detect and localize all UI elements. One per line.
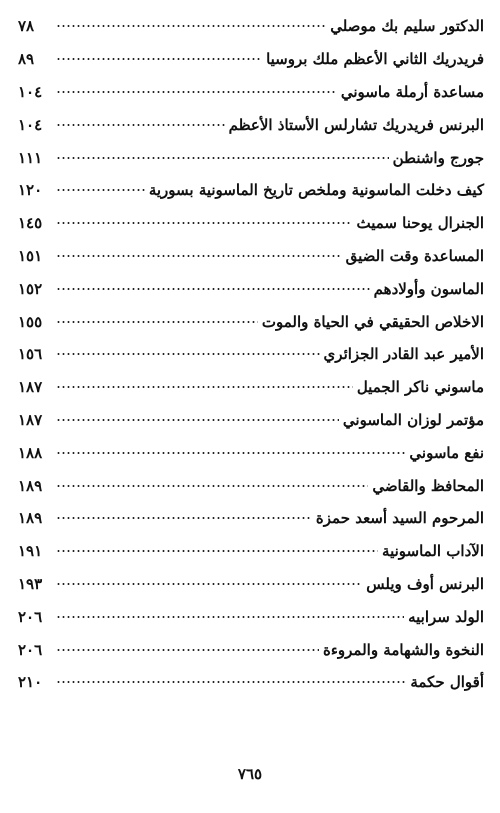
toc-title: الأمير عبد القادر الجزائري [323,345,484,364]
toc-title: المساعدة وقت الضيق [345,246,484,265]
toc-entry [18,240,484,273]
toc-entry [18,305,484,338]
toc-title: نفع ماسوني [409,443,484,462]
dot-leader [56,183,145,197]
toc-entry [18,404,484,437]
toc-title: البرنس فريدريك تشارلس الأستاذ الأعظم [228,115,484,134]
table-of-contents [18,10,484,699]
toc-page-number: ١٩١ [18,542,43,561]
toc-entry [18,666,484,699]
toc-page-number: ٢٠٦ [18,607,43,626]
dot-leader [56,151,389,165]
dot-leader [56,315,258,329]
toc-title: كيف دخلت الماسونية وملخص تاريخ الماسونية بسورية [148,181,484,200]
toc-entry [18,174,484,207]
dot-leader [56,118,225,132]
toc-page-number: ١٥٦ [18,345,43,364]
dot-leader [56,347,320,361]
toc-title: الجنرال يوحنا سميث [356,214,484,233]
toc-page-number: ١٠٤ [18,82,43,101]
toc-title: جورج واشنطن [392,148,484,167]
toc-title: أقوال حكمة [410,673,484,692]
dot-leader [56,413,339,427]
toc-page-number: ١٢٠ [18,181,43,200]
toc-title: البرنس أوف ويلس [366,574,484,593]
toc-entry [18,535,484,568]
dot-leader [56,511,312,525]
toc-page-number: ٨٩ [18,50,35,69]
dot-leader [56,577,362,591]
toc-title: الدكتور سليم بك موصلي [330,17,484,36]
toc-page-number: ١٠٤ [18,115,43,134]
toc-page-number: ١٨٩ [18,509,43,528]
dot-leader [56,216,352,230]
dot-leader [56,249,342,263]
toc-entry [18,600,484,633]
toc-entry [18,76,484,109]
dot-leader [56,85,337,99]
toc-page-number: ٧٨ [18,17,35,36]
toc-entry [18,633,484,666]
toc-entry [18,469,484,502]
toc-entry [18,568,484,601]
dot-leader [56,610,404,624]
toc-page-number: ١٨٧ [18,378,43,397]
dot-leader [56,643,319,657]
toc-page-number: ٢٠٦ [18,640,43,659]
toc-title: الماسون وأولادهم [373,279,484,298]
toc-entry [18,43,484,76]
toc-page-number: ١١١ [18,148,43,167]
dot-leader [56,446,405,460]
dot-leader [56,282,370,296]
toc-page-number: ١٨٩ [18,476,43,495]
dot-leader [56,380,353,394]
dot-leader [56,19,326,33]
toc-title: الاخلاص الحقيقي في الحياة والموت [261,312,484,331]
toc-title: فريدريك الثاني الأعظم ملك بروسيا [266,50,484,69]
toc-entry [18,207,484,240]
toc-title: المرحوم السيد أسعد حمزة [315,509,484,528]
toc-entry [18,141,484,174]
toc-entry [18,10,484,43]
toc-entry [18,338,484,371]
toc-page-number: ٢١٠ [18,673,43,692]
toc-entry [18,108,484,141]
dot-leader [56,479,368,493]
dot-leader [56,675,406,689]
toc-title: ماسوني ناكر الجميل [356,378,484,397]
toc-page-number: ١٥١ [18,246,43,265]
toc-title: الآداب الماسونية [382,542,484,561]
toc-title: مساعدة أرملة ماسوني [340,82,484,101]
toc-page-number: ١٩٣ [18,574,43,593]
toc-entry [18,371,484,404]
toc-page-number: ١٨٧ [18,410,43,429]
toc-page-number: ١٨٨ [18,443,43,462]
toc-title: الولد سرابيه [408,607,484,626]
toc-entry [18,272,484,305]
toc-page-number: ١٥٢ [18,279,43,298]
toc-title: المحافظ والقاضي [372,476,484,495]
toc-entry [18,502,484,535]
page-number: ٧٦٥ [237,765,263,783]
dot-leader [56,52,262,66]
toc-entry [18,436,484,469]
toc-page-number: ١٤٥ [18,214,43,233]
toc-title: النخوة والشهامة والمروءة [322,640,484,659]
toc-page-number: ١٥٥ [18,312,43,331]
dot-leader [56,544,378,558]
toc-title: مؤتمر لوزان الماسوني [342,410,484,429]
